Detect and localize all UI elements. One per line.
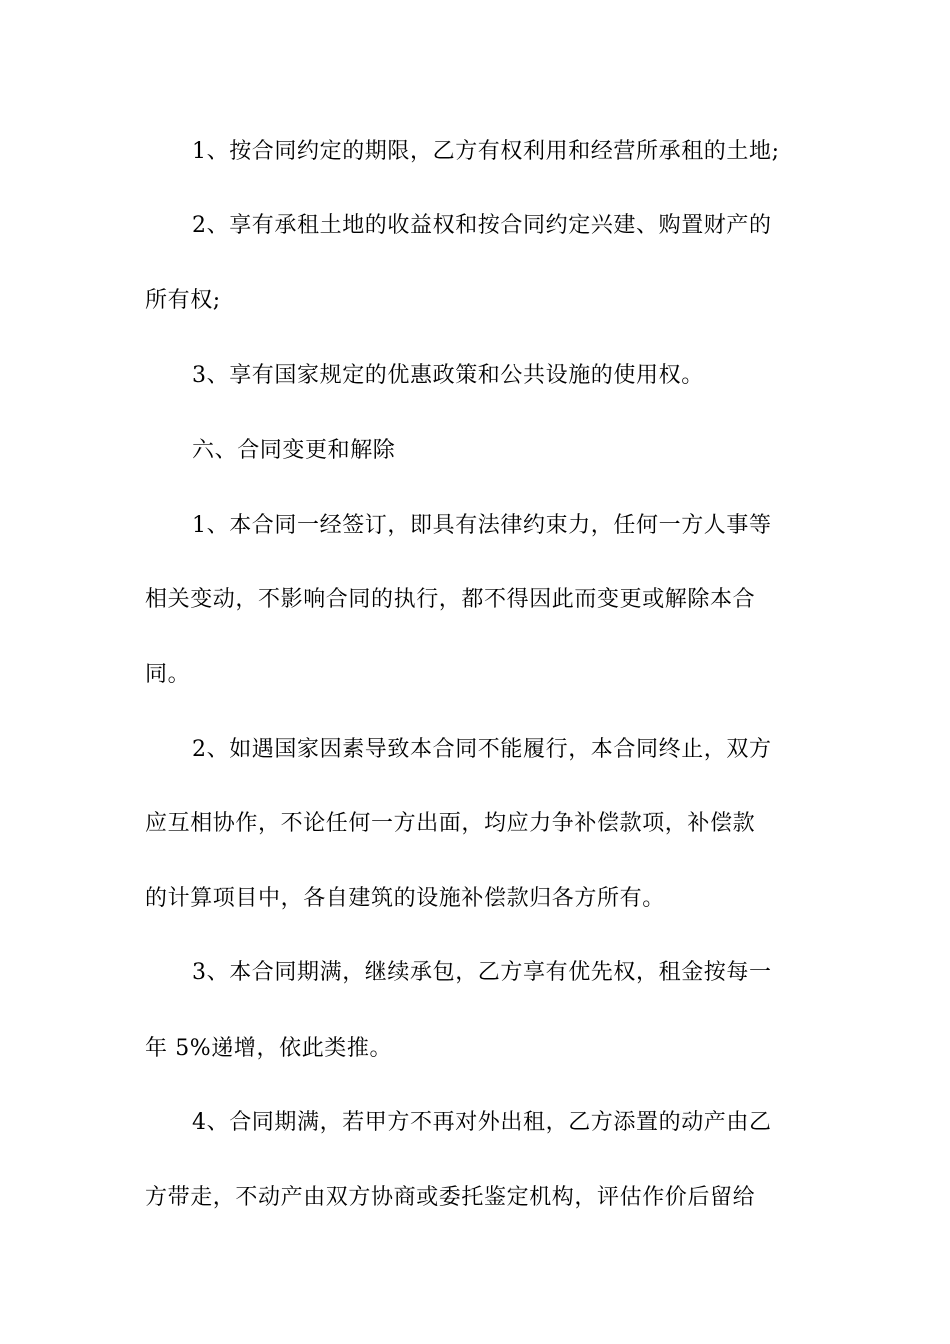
text-line: 1、按合同约定的期限，乙方有权利用和经营所承租的土地; — [192, 139, 780, 164]
text-line: 方带走，不动产由双方协商或委托鉴定机构，评估作价后留给 — [145, 1185, 756, 1210]
text-line: 3、享有国家规定的优惠政策和公共设施的使用权。 — [192, 363, 704, 388]
text-line: 应互相协作，不论任何一方出面，均应力争补偿款项，补偿款 — [145, 811, 756, 836]
text-line: 4、合同期满，若甲方不再对外出租，乙方添置的动产由乙 — [192, 1110, 772, 1135]
text-line: 1、本合同一经签订，即具有法律约束力，任何一方人事等 — [192, 513, 772, 538]
text-line: 年 5%递增，依此类推。 — [145, 1036, 393, 1061]
text-line: 2、享有承租土地的收益权和按合同约定兴建、购置财产的 — [192, 213, 772, 238]
section-heading: 六、合同变更和解除 — [192, 438, 396, 463]
text-line: 相关变动，不影响合同的执行，都不得因此而变更或解除本合 — [145, 587, 756, 612]
text-line: 同。 — [145, 662, 191, 687]
text-line: 2、如遇国家因素导致本合同不能履行，本合同终止，双方 — [192, 737, 772, 762]
text-line: 3、本合同期满，继续承包，乙方享有优先权，租金按每一 — [192, 960, 772, 985]
text-line: 所有权; — [145, 288, 221, 313]
text-line: 的计算项目中，各自建筑的设施补偿款归各方所有。 — [145, 886, 665, 911]
